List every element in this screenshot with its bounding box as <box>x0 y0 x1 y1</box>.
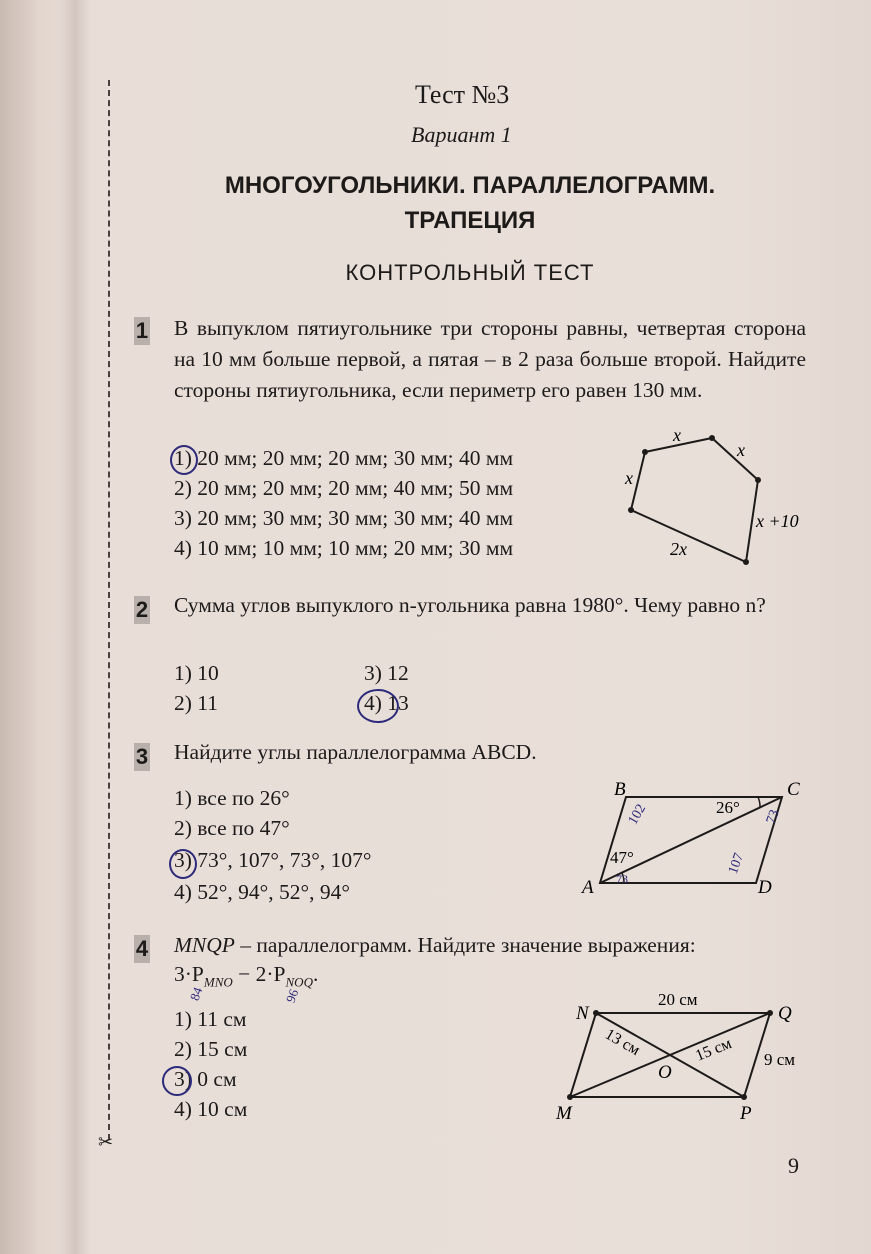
pentagon-label-right-top: x <box>737 440 745 460</box>
handwritten-note: 102 <box>625 801 650 828</box>
handwritten-note: 96 <box>282 987 302 1005</box>
answer-option[interactable]: 4) 52°, 94°, 52°, 94° <box>174 880 350 904</box>
question-number: 3 <box>135 744 149 769</box>
handwritten-note: 107 <box>725 851 748 877</box>
vertex-n-label: N <box>576 1003 589 1024</box>
expression: $3\cdot P_{MNO} - 2\cdot P_{NOQ}$. <box>174 962 319 990</box>
answer-option[interactable]: 4) 10 мм; 10 мм; 10 мм; 20 мм; 30 мм <box>174 536 514 560</box>
handwritten-note: 84 <box>186 985 206 1003</box>
answer-option[interactable]: 3) 12 <box>364 661 409 685</box>
handwritten-note: 73 <box>763 807 783 827</box>
angle-a-label: 47° <box>610 848 634 867</box>
answer-option[interactable]: 2) 20 мм; 20 мм; 20 мм; 40 мм; 50 мм <box>174 476 514 500</box>
vertex-m-label: M <box>556 1103 572 1124</box>
answer-option[interactable]: 3) 73°, 107°, 73°, 107° <box>174 848 372 872</box>
parallelogram-abcd-figure <box>570 775 820 905</box>
answer-option[interactable]: 2) все по 47° <box>174 816 290 840</box>
cut-line <box>108 80 110 1140</box>
topic-heading-line2: ТРАПЕЦИЯ <box>404 207 536 234</box>
test-title: Тест №3 <box>415 80 510 109</box>
question-text: Сумма углов выпуклого n-угольника равна 1980°. Чему равно n? <box>174 593 766 617</box>
answer-option[interactable]: 2) 15 см <box>174 1037 248 1061</box>
answer-option[interactable]: 3) 20 мм; 30 мм; 30 мм; 30 мм; 40 мм <box>174 506 514 530</box>
segment-oq-label: 15 см <box>693 1034 735 1065</box>
answer-option[interactable]: 1) 20 мм; 20 мм; 20 мм; 30 мм; 40 мм <box>174 446 514 470</box>
vertex-d-label: D <box>758 877 772 898</box>
handwritten-note: 73 <box>616 872 628 886</box>
answer-option[interactable]: 2) 11 <box>174 691 218 715</box>
pentagon-label-left: x <box>625 468 633 488</box>
answer-option[interactable]: 4) 10 см <box>174 1097 248 1121</box>
test-type-heading: КОНТРОЛЬНЫЙ ТЕСТ <box>345 260 595 285</box>
question-number: 4 <box>135 936 149 961</box>
question-text: Найдите углы параллелограмма ABCD. <box>174 740 537 764</box>
pentagon-label-bottom: 2x <box>670 539 687 559</box>
vertex-a-label: A <box>582 877 594 898</box>
pen-circle-mark <box>169 849 197 879</box>
question-text: В выпуклом пятиугольнике три стороны равны, четвертая сторона на 10 мм больше первой, а пятая – в 2 раза больше второй. Найдите стороны пятиугольника, если периметр его равен 130 мм. <box>174 316 806 402</box>
vertex-c-label: C <box>787 779 800 800</box>
pentagon-figure <box>600 420 820 580</box>
center-o-label: O <box>658 1062 672 1083</box>
answer-option[interactable]: 4) 13 <box>364 691 409 715</box>
question-text: MNQP – параллелограмм. Найдите значение выражения: <box>174 933 696 957</box>
angle-c-label: 26° <box>716 798 740 817</box>
pen-circle-mark <box>170 445 198 475</box>
vertex-q-label: Q <box>778 1003 792 1024</box>
segment-no-label: 13 см <box>602 1025 643 1060</box>
question-number: 1 <box>135 318 149 343</box>
pentagon-label-top: x <box>673 425 681 445</box>
pen-circle-mark <box>162 1066 192 1096</box>
answer-option[interactable]: 1) 10 <box>174 661 219 685</box>
side-nq-label: 20 см <box>658 990 698 1009</box>
book-spine-shadow <box>60 0 90 1254</box>
question-number: 2 <box>135 597 149 622</box>
vertex-p-label: P <box>740 1103 752 1124</box>
pen-circle-mark <box>357 689 399 723</box>
page-number: 9 <box>788 1153 799 1178</box>
answer-option[interactable]: 1) все по 26° <box>174 786 290 810</box>
variant-label: Вариант 1 <box>411 122 512 147</box>
scissors-icon: ✂ <box>98 1132 114 1153</box>
topic-heading-line1: МНОГОУГОЛЬНИКИ. ПАРАЛЛЕЛОГРАММ. <box>224 172 716 199</box>
side-qp-label: 9 см <box>764 1050 796 1069</box>
parallelogram-mnqp-figure <box>548 985 818 1130</box>
vertex-b-label: B <box>614 779 626 800</box>
answer-option[interactable]: 1) 11 см <box>174 1007 247 1031</box>
pentagon-label-right: x +10 <box>756 511 799 531</box>
answer-option[interactable]: 3) 0 см <box>174 1067 237 1091</box>
